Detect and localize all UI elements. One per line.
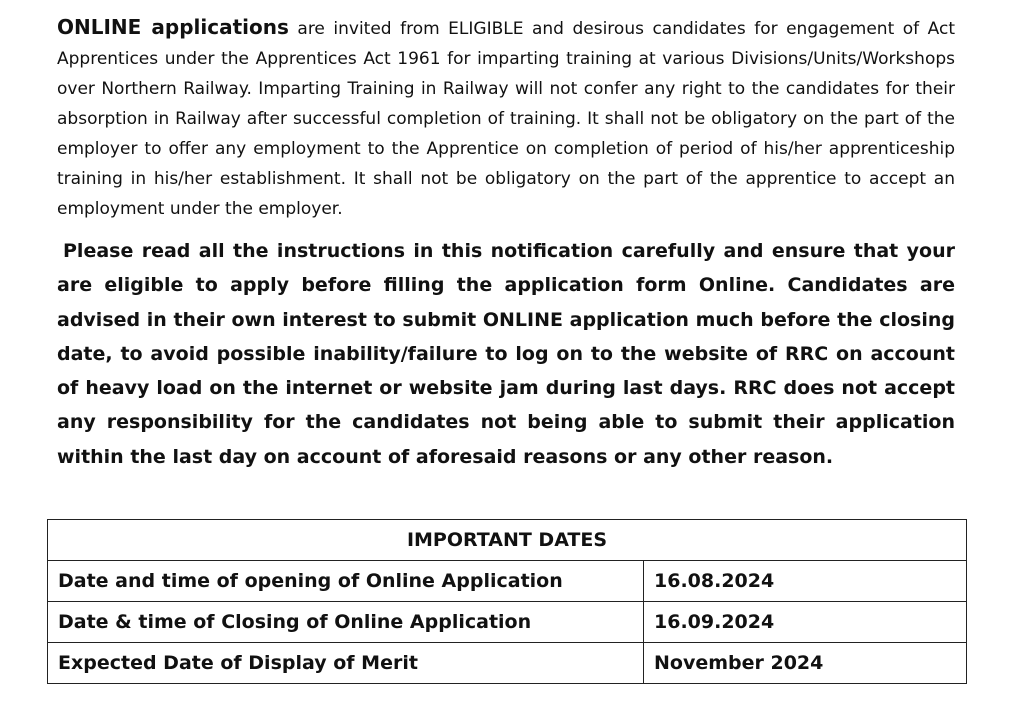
important-dates-table [47,519,967,684]
table-row [48,561,967,602]
instructions-paragraph: Please read all the instructions in this notification carefully and ensure that your are eligible to apply before filling the application form Online. Candidates are advised in their own interest to submit ONLINE application much before the closing date, to avoid possible inability/failure to log on to the website of RRC on account of heavy load on the internet or website jam during last days. RRC does not accept any responsibility for the candidates not being able to submit their application within the last day on account of aforesaid reasons or any other reason. [57,240,955,468]
table-header-row [48,520,967,561]
intro-lead: ONLINE applications [57,15,289,39]
date-label: Date and time of opening of Online Application [48,561,644,602]
date-value: November 2024 [644,643,967,684]
table-title: IMPORTANT DATES [48,520,967,561]
intro-text: are invited from ELIGIBLE and desirous candidates for engagement of Act Apprentices under the Apprentices Act 1961 for imparting training at various Divisions/Units/Workshops over Northern Railway. Imparting Training in Railway will not confer any right to the candidates for their absorption in Railway after successful completion of training. It shall not be obligatory on the part of the employer to offer any employment to the Apprentice on completion of period of his/her apprenticeship training in his/her establishment. It shall not be obligatory on the part of the apprentice to accept an employment under the employer. [57,19,955,219]
table-row [48,602,967,643]
table-row [48,643,967,684]
date-value: 16.08.2024 [644,561,967,602]
date-label: Expected Date of Display of Merit [48,643,644,684]
date-label: Date & time of Closing of Online Application [48,602,644,643]
intro-paragraph [57,12,955,224]
date-value: 16.09.2024 [644,602,967,643]
